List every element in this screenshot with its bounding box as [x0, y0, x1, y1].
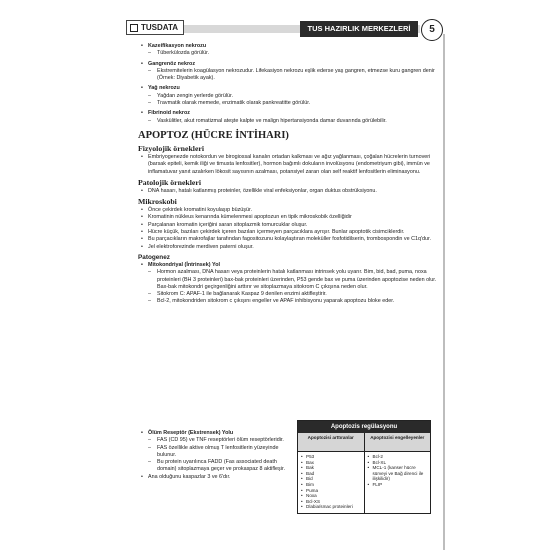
table-cell: • Dlabia/smac proteinleri — [301, 504, 362, 510]
table-header: Apoptozisi arttıranlar — [298, 433, 364, 452]
list-item: • Kazeifikasyon nekrozu — [138, 43, 440, 50]
main-content — [138, 43, 440, 306]
logo — [126, 20, 184, 35]
table-cell: • Bad — [301, 471, 362, 477]
logo-icon — [130, 24, 138, 32]
table-cell: • Bim — [301, 482, 362, 488]
lower-content — [138, 430, 294, 481]
micro-item: • Jel elektroforezinde merdiven paterni oluşur. — [138, 244, 440, 251]
physio-text: • Embriyogenezde notokordun ve birogiossal kanalın ortadan kalkması ve ağız yağlanması, çoğalan hücrelerin turnoveri (barsak epiteli, kemik iliği ve timusta lenfositler), hormon bağımlı dokuların involüsyonu (endometriyum gibi), immün ve inflamatuvar yanıt azalırken lökosit sayısının azalması, potansiyel zararı olan self reaktif lenfositlerin eliminasyonu. — [138, 154, 440, 176]
sub-item: – Vaskülitler, akut romatizmal ateşte kalpte ve malign hipertansiyonda damar duvarında görülebilir. — [138, 118, 440, 125]
table-title: Apoptozis regülasyonu — [298, 421, 430, 433]
intrinsic-sub: – Bcl-2, mitokondriden sitokrom c çıkışını engeller ve APAF inhibisyonu yaparak apoptozu bloke eder. — [138, 298, 440, 305]
extrinsic-sub: – FAS özellikle aktive olmuş T lenfositlerin yüzeyinde bulunur. — [138, 445, 294, 460]
table-column-inhibit — [364, 433, 431, 513]
micro-item: • Parçalanan kromatin içeriğini saran sitoplazmik tomurcuklar oluşur. — [138, 222, 440, 229]
pathogenesis-heading: Patogenez — [138, 253, 170, 261]
table-cell: • Noxa — [301, 493, 362, 499]
patho-heading: Patolojik örnekleri — [138, 177, 202, 187]
margin-rule — [443, 34, 445, 550]
table-cell: • MCL-1 (kanser hücre sürveyi ve Bağ direnci ile ilişkilidir) — [368, 465, 429, 482]
micro-item: • Hücre küçük, bazıları çekirdek içeren bazıları içermeyen parçacıklara ayrışır. Bunlar apoptotik cisimciklerdir. — [138, 229, 440, 236]
micro-item: • Bu parçacıkların makrofajlar tarafından fagositozunu kolaylaştıran moleküller fosfotidilserin, trombospondin ve C1q'dur. — [138, 236, 440, 243]
intrinsic-sub: – Hormon azalması, DNA hasarı veya proteinlerin hatalı katlanması intrinsek yolu uyarır. Bim, bid, bad, puma, noxa proteinleri (BH 3 proteinleri) bax-bak proteinleri üzerinden, P53 gende bax ve puma üzerinden apoptozise neden olur. Bax-bak mitokondri geçirgenliğini arttırır ve sitoplazmaya sitokrom C çıkışına neden olur. — [138, 269, 440, 291]
micro-item: • Önce çekirdek kromatini koyulaşıp büzüşür. — [138, 207, 440, 214]
intrinsic-title: • Mitokondriyal (İntrinsek) Yol — [138, 262, 440, 269]
micro-heading: Mikroskobi — [138, 197, 177, 207]
sub-item: – Yağdan zengin yerlerde görülür. — [138, 93, 440, 100]
page-number: 5 — [421, 19, 443, 41]
table-cell: • Bcl-2 — [368, 454, 429, 460]
sub-item: – Travmatik olarak memede, enzimatik olarak pankreatitte görülür. — [138, 100, 440, 107]
table-cell: • Bcl-XS — [301, 499, 362, 505]
table-cell: • FLIP — [368, 482, 429, 488]
sub-item: – Tüberkülozda görülür. — [138, 50, 440, 57]
caspase-item: • Ana olduğunu kaspazlar 3 ve 6'dır. — [138, 474, 294, 481]
list-item: • Gangrenöz nekroz — [138, 61, 440, 68]
logo-text: TUSDATA — [141, 23, 179, 32]
table-cell: • Puma — [301, 488, 362, 494]
intrinsic-sub: – Sitokrom C: APAF-1 ile bağlanarak Kaspaz 9 denilen enzimi aktifleştirir. — [138, 291, 440, 298]
table-cell: • Bax — [301, 460, 362, 466]
micro-item: • Kromatinin nükleus kenarında kümelenmesi apoptozun en tipik mikroskobik özelliğidir — [138, 214, 440, 221]
extrinsic-sub: – FAS (CD 95) ve TNF reseptörleri ölüm reseptörleridir. — [138, 437, 294, 444]
table-cell: • Bid — [301, 476, 362, 482]
table-column-increase — [298, 433, 364, 513]
section-title: APOPTOZ (HÜCRE İNTİHARI) — [138, 129, 289, 141]
list-item: • Yağ nekrozu — [138, 85, 440, 92]
physio-heading: Fizyolojik örnekleri — [138, 143, 205, 153]
table-header: Apoptozisi engelleyenler — [365, 433, 431, 452]
header-title: TUS HAZIRLIK MERKEZLERİ — [300, 21, 418, 37]
patho-text: • DNA hasarı, hatalı katlanmış proteinler, özellikle viral enfeksiyonlar, organ duktus obstrüksiyonu. — [138, 188, 440, 195]
table-cell: • Bcl-XL — [368, 460, 429, 466]
table-cell: • Bak — [301, 465, 362, 471]
extrinsic-title: • Ölüm Reseptör (Ekstrensek) Yolu — [138, 430, 294, 437]
extrinsic-sub: – Bu protein uyarılınca FADD (Fas associated death domain) sitoplazmaya geçer ve prokaspaz 8 aktifleşir. — [138, 459, 294, 474]
sub-item: – Ekstremitelerin koagülasyon nekrozudur. Lifekasiyon nekrozu eşlik ederse yaş gangren, etmezse kuru gangren denir (Örnek: Diyabetik ayak). — [138, 68, 440, 83]
apoptosis-regulation-table — [297, 420, 431, 514]
table-cell: • P53 — [301, 454, 362, 460]
list-item: • Fibrinoid nekroz — [138, 110, 440, 117]
